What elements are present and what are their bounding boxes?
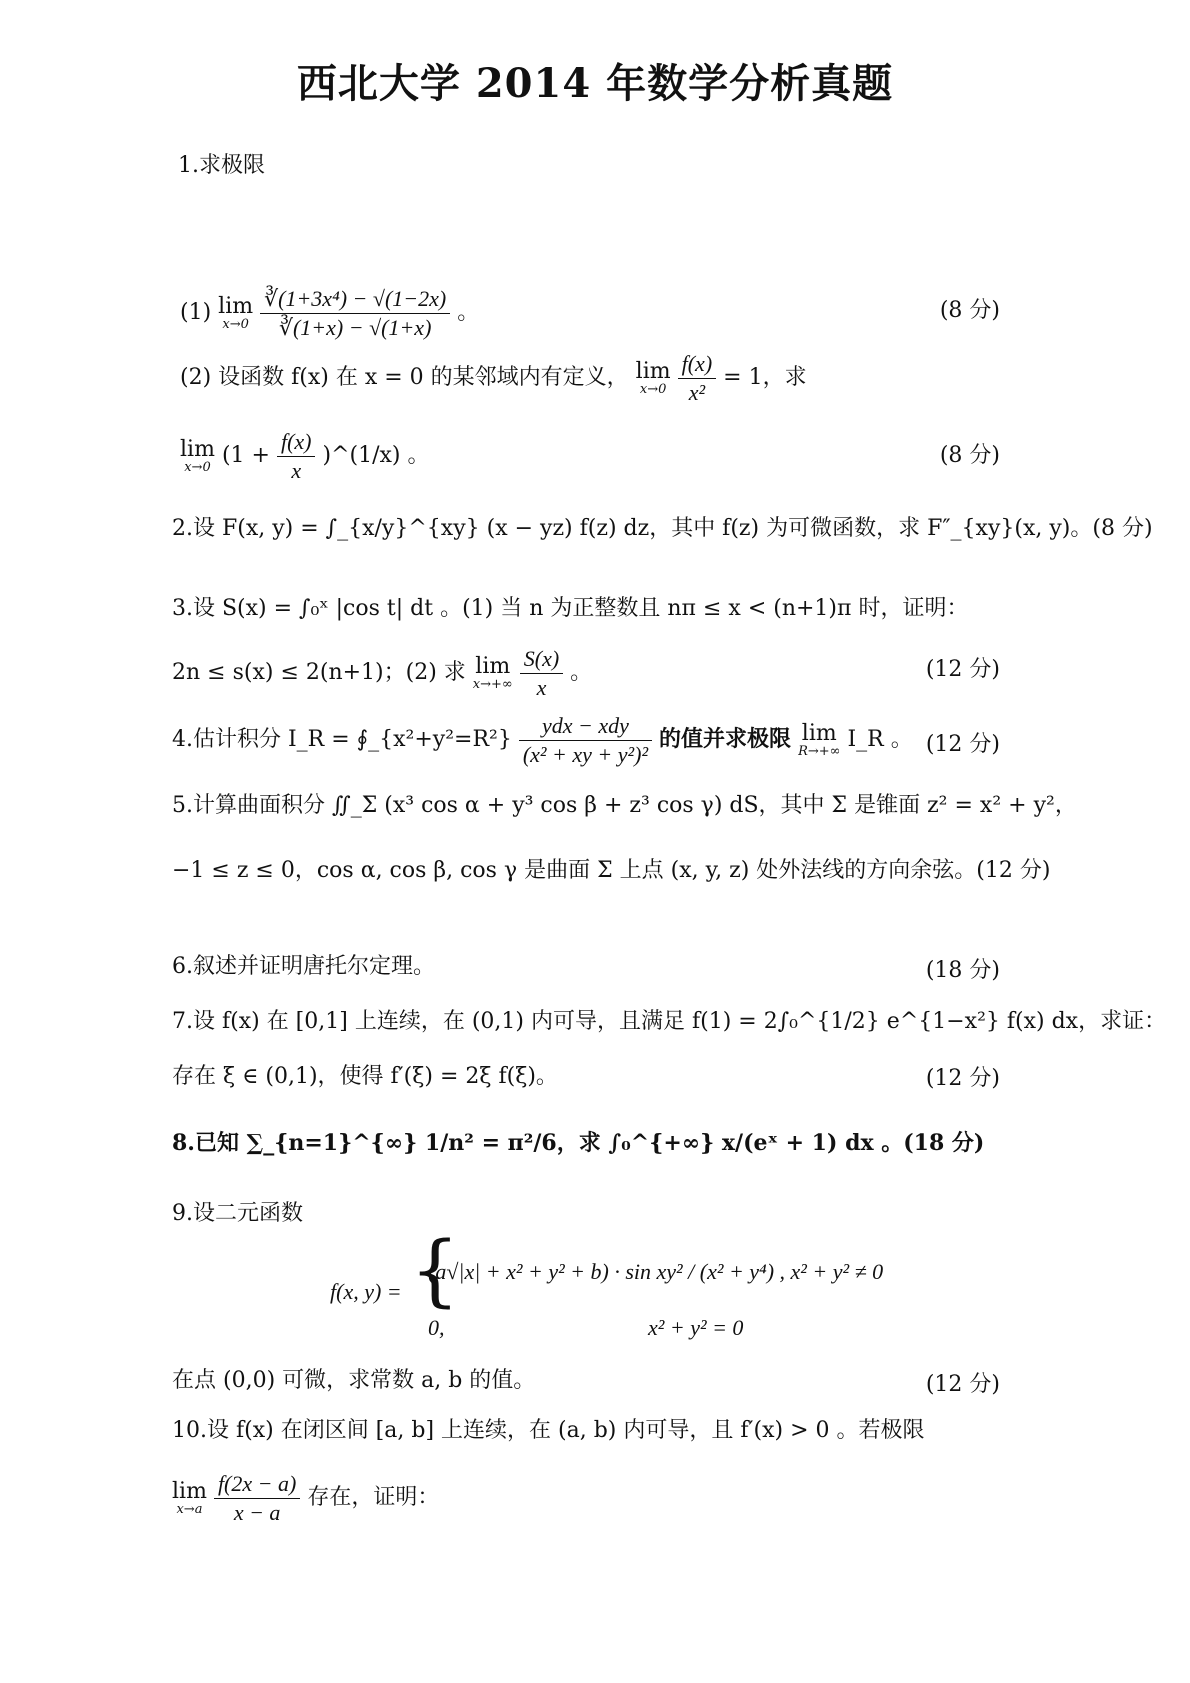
q1-part1-fraction: [260, 285, 450, 341]
q5-line2: −1 ≤ z ≤ 0，cos α, cos β, cos γ 是曲面 Σ 上点 (x, y, z) 处外法线的方向余弦。(12 分): [172, 858, 1051, 883]
q1-part2-expression: lim x→0 (1 + $\frac{f(x)}{x}$ )^(1/x) 。: [180, 429, 430, 483]
q1-part2: (2) 设函数 f(x) 在 x = 0 的某邻域内有定义， lim x→0 $\frac{f(x)}{\text{x²}}$ = 1，求: [180, 351, 807, 405]
page-title: 西北大学 2014 年数学分析真题: [296, 60, 894, 107]
q9-case1: (a√|x| + x² + y² + b) · sin xy² / (x² + y⁴) , x² + y² ≠ 0: [428, 1259, 884, 1284]
q9-line3: 在点 (0,0) 可微，求常数 a, b 的值。: [172, 1368, 536, 1393]
q1-part2-fraction: $\frac{f(x)}{\text{x²}}$: [678, 350, 717, 406]
q1-part1-numerator: ∛(1+3x⁴) − √(1−2x): [260, 285, 450, 314]
q3-line2: 2n ≤ s(x) ≤ 2(n+1)；(2) 求 lim x→+∞ $\frac{S(x)}{x}$ 。: [172, 646, 593, 700]
q5-line1: 5.计算曲面积分 ∬_Σ (x³ cos α + y³ cos β + z³ cos γ) dS，其中 Σ 是锥面 z² = x² + y²，: [172, 793, 1077, 818]
q6-text: 6.叙述并证明唐托尔定理。: [172, 954, 435, 979]
q10-line2: lim x→a $\frac{f(2x - a)}{x - a}$ 存在，证明：: [172, 1471, 440, 1525]
q1-part2-text: (2) 设函数 f(x) 在 x = 0 的某邻域内有定义，: [180, 365, 629, 390]
q7-points: (12 分): [925, 1066, 1000, 1091]
q6-points: (18 分): [925, 958, 1000, 983]
q9-heading: 9.设二元函数: [172, 1201, 303, 1226]
q1-part1-denominator: ∛(1+x) − √(1+x): [278, 314, 432, 340]
q8-text: 8.已知 ∑_{n=1}^{∞} 1/n² = π²/6，求 ∫₀^{+∞} x/(eˣ + 1) dx 。(18 分): [172, 1130, 985, 1156]
q4-points: (12 分): [925, 732, 1000, 757]
q1-heading: 1.求极限: [178, 153, 265, 178]
q1-part1-points: (8 分): [939, 298, 1000, 323]
q9-points: (12 分): [925, 1372, 1000, 1397]
q7-line1: 7.设 f(x) 在 [0,1] 上连续，在 (0,1) 内可导，且满足 f(1) = 2∫₀^{1/2} e^{1−x²} f(x) dx，求证：: [172, 1009, 1167, 1034]
q1-part1-label: (1): [180, 300, 212, 325]
q3-line1: 3.设 S(x) = ∫₀ˣ |cos t| dt 。(1) 当 n 为正整数且 nπ ≤ x < (n+1)π 时，证明：: [172, 596, 969, 621]
q9-function-lhs: f(x, y) =: [330, 1279, 402, 1304]
q1-part1: (1) lim x→0 $\frac{\text{∛(1+3x⁴) − √(1−2x)}}{∛(1+x) - √(1+x)}$ 。: [180, 286, 480, 340]
q9-brace: {: [410, 1226, 460, 1316]
q1-part2-points: (8 分): [939, 443, 1000, 468]
q2-text: 2.设 F(x, y) = ∫_{x/y}^{xy} (x − yz) f(z) dz，其中 f(z) 为可微函数，求 F″_{xy}(x, y)。(8 分): [172, 516, 1153, 541]
q4-text: 4.估计积分 I_R = ∮_{x²+y²=R²} $\frac{\text{ydx − xdy}}{\text{(x² + xy + y²)²}}$ 的值并求极限 lim R→+∞ I_R 。: [172, 713, 913, 767]
q1-part1-limit: lim x→0: [218, 293, 254, 332]
q10-fraction: $\frac{f(2x - a)}{x - a}$: [214, 1470, 300, 1526]
q3-points: (12 分): [925, 657, 1000, 682]
q9-case2-condition: x² + y² = 0: [648, 1315, 744, 1340]
q9-case2-value: 0,: [428, 1315, 445, 1340]
q7-line2: 存在 ξ ∈ (0,1)，使得 f′(ξ) = 2ξ f(ξ)。: [172, 1064, 558, 1089]
q4-fraction: $\frac{\text{ydx − xdy}}{\text{(x² + xy + y²)²}}$: [519, 712, 652, 768]
q10-line1: 10.设 f(x) 在闭区间 [a, b] 上连续，在 (a, b) 内可导，且 f′(x) > 0 。若极限: [172, 1418, 925, 1443]
